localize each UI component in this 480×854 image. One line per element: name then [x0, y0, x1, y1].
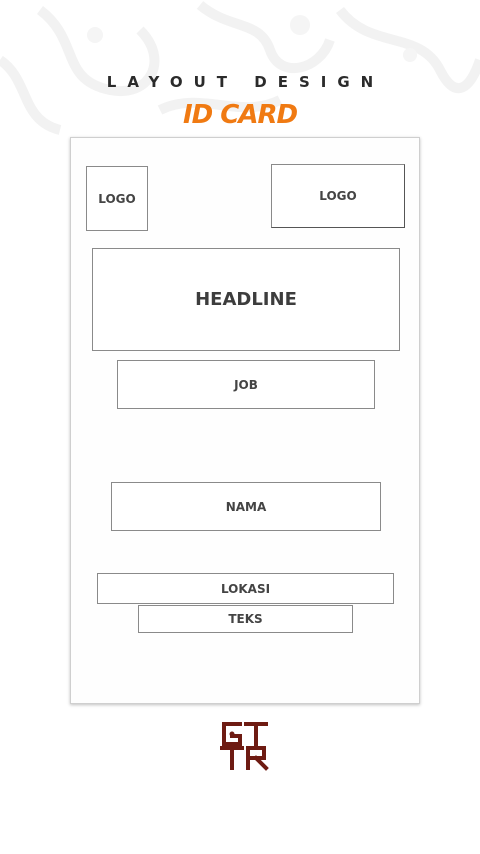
logo-left-placeholder: LOGO — [86, 166, 148, 231]
lokasi-placeholder: LOKASI — [97, 573, 394, 604]
job-placeholder: JOB — [117, 360, 375, 409]
headline-placeholder: HEADLINE — [92, 248, 400, 351]
layout-design-title: LAYOUT DESIGN — [106, 73, 385, 91]
id-card-subtitle: ID CARD — [182, 100, 298, 130]
teks-placeholder: TEKS — [138, 605, 353, 633]
nama-placeholder: NAMA — [111, 482, 381, 531]
logo-right-placeholder: LOGO — [271, 164, 405, 228]
gtr-brand-logo-icon — [218, 718, 270, 772]
id-card-template — [70, 137, 420, 704]
